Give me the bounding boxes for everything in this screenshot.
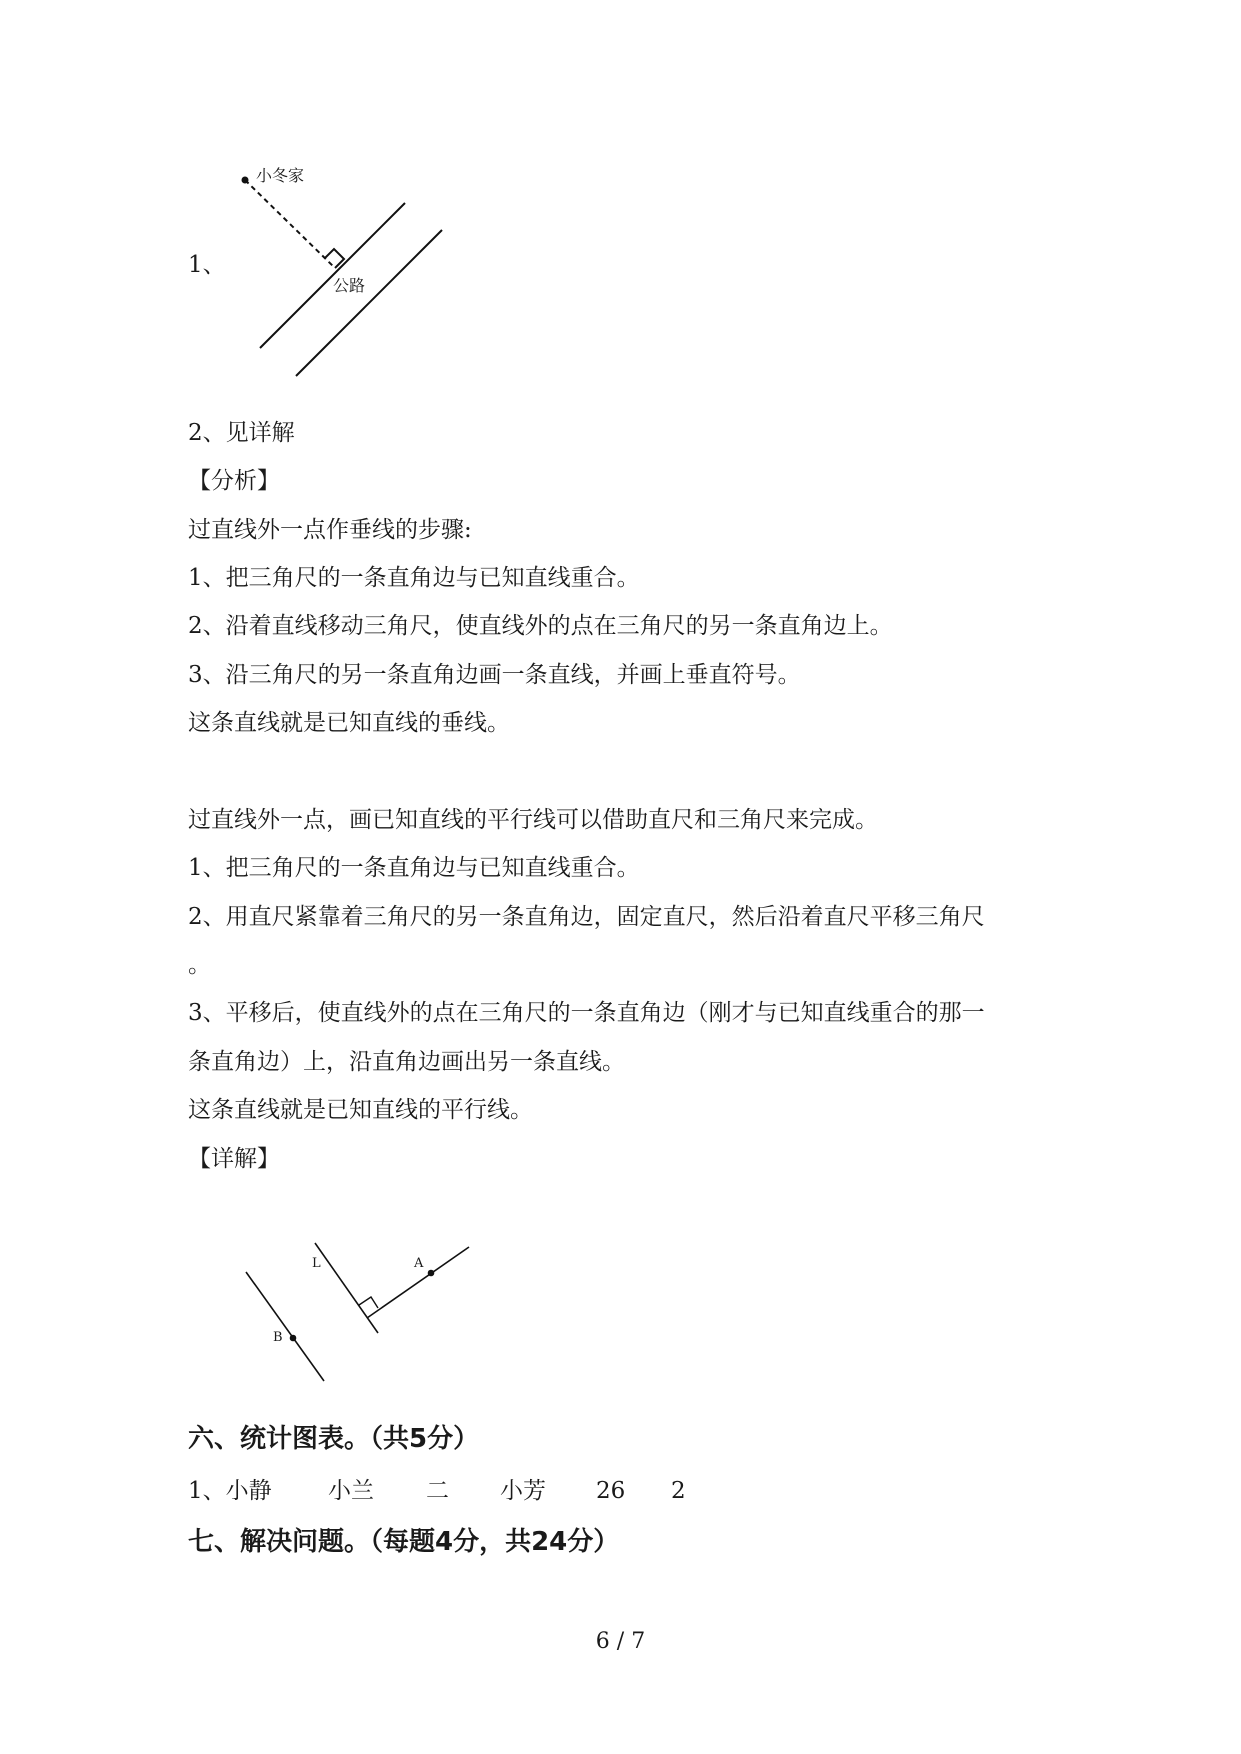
- right-angle-mark: [325, 249, 344, 268]
- parallel-intro: 过直线外一点，画已知直线的平行线可以借助直尺和三角尺来完成。: [188, 807, 878, 833]
- figure1-number: 1、: [188, 252, 226, 278]
- parallel-step-1: 1、把三角尺的一条直角边与已知直线重合。: [188, 855, 640, 881]
- perpendicular-dashed-line: [245, 180, 335, 268]
- parallel-step-2-end: 。: [188, 952, 211, 978]
- perp-step-2: 2、沿着直线移动三角尺，使直线外的点在三角尺的另一条直角边上。: [188, 613, 893, 639]
- label-B: B: [273, 1330, 283, 1345]
- stat-answer-5: 26: [596, 1478, 626, 1504]
- section7-heading: 七、解决问题。（每题4分，共24分）: [188, 1527, 620, 1557]
- perp-conclusion: 这条直线就是已知直线的垂线。: [188, 710, 510, 736]
- line-L: [315, 1243, 378, 1333]
- page-number: 6 / 7: [595, 1629, 646, 1654]
- line-through-B: [246, 1272, 324, 1381]
- answer-2: 2、见详解: [188, 420, 295, 446]
- stat-answer-6: 2: [671, 1478, 686, 1504]
- right-angle-mark-2: [359, 1297, 378, 1308]
- label-A: A: [414, 1256, 424, 1271]
- analysis-title: 【分析】: [188, 468, 280, 494]
- home-label: 小冬家: [256, 166, 305, 185]
- section6-heading: 六、统计图表。（共5分）: [188, 1424, 480, 1454]
- label-L: L: [312, 1256, 321, 1271]
- detail-title: 【详解】: [188, 1146, 280, 1172]
- parallel-step-2: 2、用直尺紧靠着三角尺的另一条直角边，固定直尺，然后沿着直尺平移三角尺: [188, 904, 985, 930]
- point-A: [428, 1270, 435, 1277]
- parallel-step-3: 3、平移后，使直线外的点在三角尺的一条直角边（刚才与已知直线重合的那一: [188, 1000, 985, 1026]
- parallel-conclusion: 这条直线就是已知直线的平行线。: [188, 1097, 533, 1123]
- stat-answer-1: 1、小静: [188, 1478, 272, 1504]
- perp-intro: 过直线外一点作垂线的步骤:: [188, 517, 472, 543]
- stat-answer-3: 二: [426, 1478, 449, 1504]
- point-B: [290, 1335, 297, 1342]
- parallel-step-3-cont: 条直角边）上，沿直角边画出另一条直线。: [188, 1049, 625, 1075]
- perp-step-3: 3、沿三角尺的另一条直角边画一条直线，并画上垂直符号。: [188, 662, 801, 688]
- stat-answer-2: 小兰: [328, 1478, 374, 1504]
- stat-answer-4: 小芳: [500, 1478, 546, 1504]
- perp-step-1: 1、把三角尺的一条直角边与已知直线重合。: [188, 565, 640, 591]
- road-label: 公路: [333, 276, 366, 295]
